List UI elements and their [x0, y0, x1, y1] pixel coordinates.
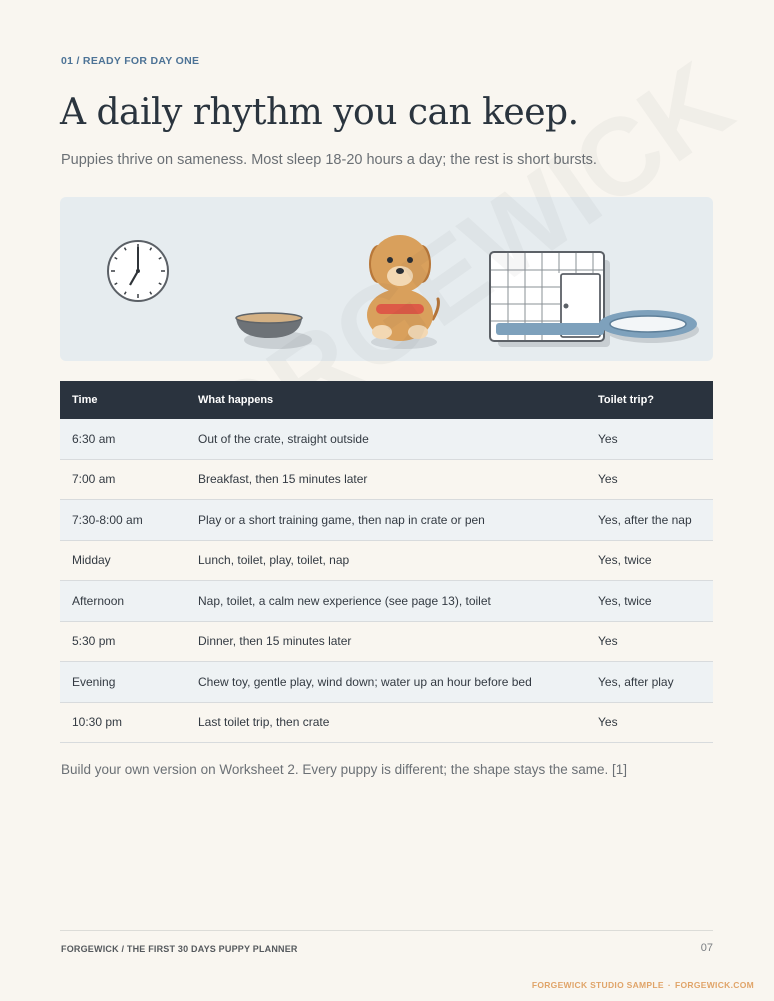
- clock-icon: [108, 241, 168, 301]
- table-row: [60, 662, 713, 703]
- footer-divider: [60, 930, 713, 931]
- cell-activity: Nap, toilet, a calm new experience (see page 13), toilet: [186, 581, 586, 622]
- cell-activity: Last toilet trip, then crate: [186, 702, 586, 743]
- sample-separator: ·: [667, 980, 672, 990]
- page-title: A daily rhythm you can keep.: [60, 92, 579, 133]
- table-row: [60, 500, 713, 541]
- dog-bed-icon: [599, 310, 699, 343]
- column-header-time: Time: [60, 381, 186, 419]
- cell-toilet: Yes, twice: [586, 540, 713, 581]
- page-number: 07: [700, 942, 713, 954]
- footer-publication: FORGEWICK / THE FIRST 30 DAYS PUPPY PLANNER: [61, 944, 298, 954]
- illustration-panel: [60, 197, 713, 361]
- cell-time: 10:30 pm: [60, 702, 186, 743]
- cell-toilet: Yes: [586, 621, 713, 662]
- sample-mark: [532, 980, 754, 990]
- cell-time: 5:30 pm: [60, 621, 186, 662]
- cell-toilet: Yes: [586, 419, 713, 459]
- column-header-toilet-trip: Toilet trip?: [586, 381, 713, 419]
- cell-toilet: Yes, after the nap: [586, 500, 713, 541]
- cell-time: 7:30-8:00 am: [60, 500, 186, 541]
- cell-activity: Breakfast, then 15 minutes later: [186, 459, 586, 500]
- cell-activity: Dinner, then 15 minutes later: [186, 621, 586, 662]
- table-row: [60, 702, 713, 743]
- page-subtitle: Puppies thrive on sameness. Most sleep 18-20 hours a day; the rest is short bursts.: [61, 152, 597, 168]
- cell-activity: Chew toy, gentle play, wind down; water up an hour before bed: [186, 662, 586, 703]
- food-bowl-icon: [236, 313, 312, 349]
- cell-toilet: Yes, after play: [586, 662, 713, 703]
- cell-time: 6:30 am: [60, 419, 186, 459]
- cell-toilet: Yes: [586, 702, 713, 743]
- daily-schedule-table: [60, 381, 713, 743]
- cell-activity: Out of the crate, straight outside: [186, 419, 586, 459]
- footnote-text: Build your own version on Worksheet 2. Every puppy is different; the shape stays the same. [1]: [61, 762, 628, 777]
- table-row: [60, 459, 713, 500]
- cell-time: Evening: [60, 662, 186, 703]
- section-eyebrow: 01 / READY FOR DAY ONE: [61, 55, 200, 67]
- crate-icon: [490, 252, 610, 347]
- cell-time: 7:00 am: [60, 459, 186, 500]
- cell-time: Afternoon: [60, 581, 186, 622]
- sample-website-link[interactable]: FORGEWICK.COM: [675, 980, 754, 990]
- cell-activity: Play or a short training game, then nap in crate or pen: [186, 500, 586, 541]
- cell-time: Midday: [60, 540, 186, 581]
- cell-toilet: Yes, twice: [586, 581, 713, 622]
- table-row: [60, 540, 713, 581]
- cell-activity: Lunch, toilet, play, toilet, nap: [186, 540, 586, 581]
- column-header-what-happens: What happens: [186, 381, 586, 419]
- table-row: [60, 419, 713, 459]
- puppy-icon: [367, 235, 438, 349]
- sample-label: FORGEWICK STUDIO SAMPLE: [531, 980, 664, 990]
- table-row: [60, 581, 713, 622]
- table-row: [60, 621, 713, 662]
- table-header-row: [60, 381, 713, 419]
- cell-toilet: Yes: [586, 459, 713, 500]
